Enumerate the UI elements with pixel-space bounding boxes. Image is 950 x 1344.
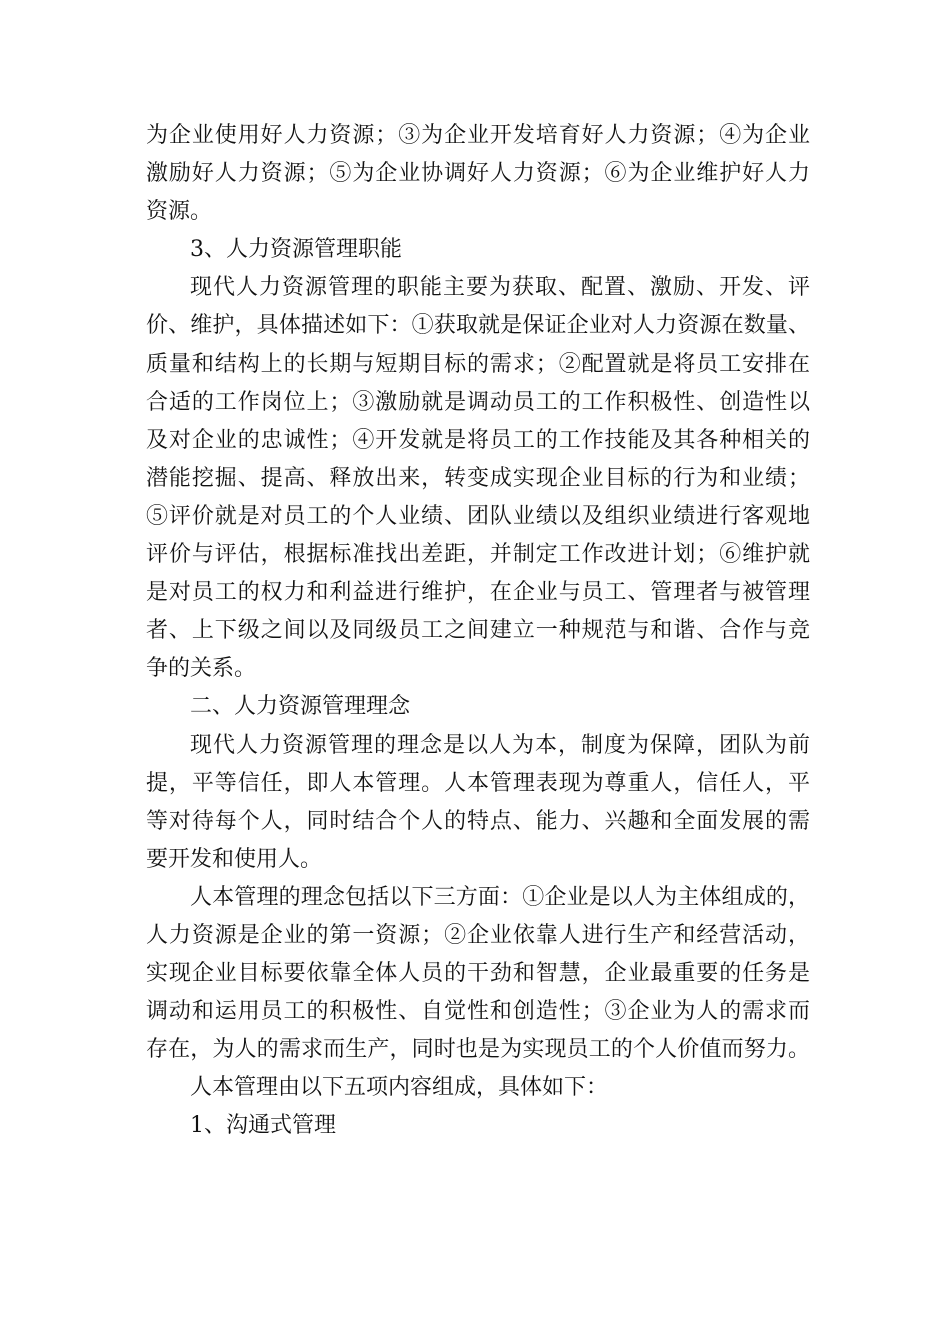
text-line: 合适的工作岗位上；③激励就是调动员工的工作积极性、创造性以 [146, 389, 810, 415]
text-line: 评价与评估，根据标准找出差距，并制定工作改进计划；⑥维护就 [146, 542, 810, 568]
paragraph-first-line: 人本管理的理念包括以下三方面：①企业是以人为主体组成的， [190, 884, 810, 910]
text-line: 等对待每个人，同时结合个人的特点、能力、兴趣和全面发展的需 [146, 808, 810, 834]
text-line: 人力资源是企业的第一资源；②企业依靠人进行生产和经营活动， [146, 922, 810, 948]
text-line: 及对企业的忠诚性；④开发就是将员工的工作技能及其各种相关的 [146, 427, 810, 453]
text-line: 者、上下级之间以及同级员工之间建立一种规范与和谐、合作与竞 [146, 618, 810, 644]
text-line: 价、维护，具体描述如下：①获取就是保证企业对人力资源在数量、 [146, 313, 810, 339]
paragraph-first-line: 现代人力资源管理的理念是以人为本，制度为保障，团队为前 [190, 732, 810, 758]
text-line: 激励好人力资源；⑤为企业协调好人力资源；⑥为企业维护好人力 [146, 161, 810, 187]
section-heading: 二、人力资源管理理念 [190, 694, 411, 720]
text-line: 存在，为人的需求而生产，同时也是为实现员工的个人价值而努力。 [146, 1037, 810, 1063]
text-line: 争的关系。 [146, 656, 257, 682]
text-line: 资源。 [146, 199, 213, 225]
text-line: 为企业使用好人力资源；③为企业开发培育好人力资源；④为企业 [146, 123, 810, 148]
text-line: 质量和结构上的长期与短期目标的需求；②配置就是将员工安排在 [146, 351, 810, 377]
text-line: 潜能挖掘、提高、释放出来，转变成实现企业目标的行为和业绩； [146, 465, 810, 491]
section-heading: 3、人力资源管理职能 [190, 237, 402, 263]
section-heading: 1、沟通式管理 [190, 1113, 336, 1139]
paragraph-first-line: 人本管理由以下五项内容组成，具体如下： [190, 1075, 609, 1101]
text-line: 调动和运用员工的积极性、自觉性和创造性；③企业为人的需求而 [146, 999, 810, 1025]
document-body [146, 117, 810, 1146]
text-line: ⑤评价就是对员工的个人业绩、团队业绩以及组织业绩进行客观地 [146, 503, 810, 529]
paragraph-first-line: 现代人力资源管理的职能主要为获取、配置、激励、开发、评 [190, 275, 810, 301]
text-line: 实现企业目标要依靠全体人员的干劲和智慧，企业最重要的任务是 [146, 961, 810, 987]
text-line: 提，平等信任，即人本管理。人本管理表现为尊重人，信任人，平 [146, 770, 810, 796]
text-line: 要开发和使用人。 [146, 846, 323, 872]
text-line: 是对员工的权力和利益进行维护，在企业与员工、管理者与被管理 [146, 580, 810, 606]
